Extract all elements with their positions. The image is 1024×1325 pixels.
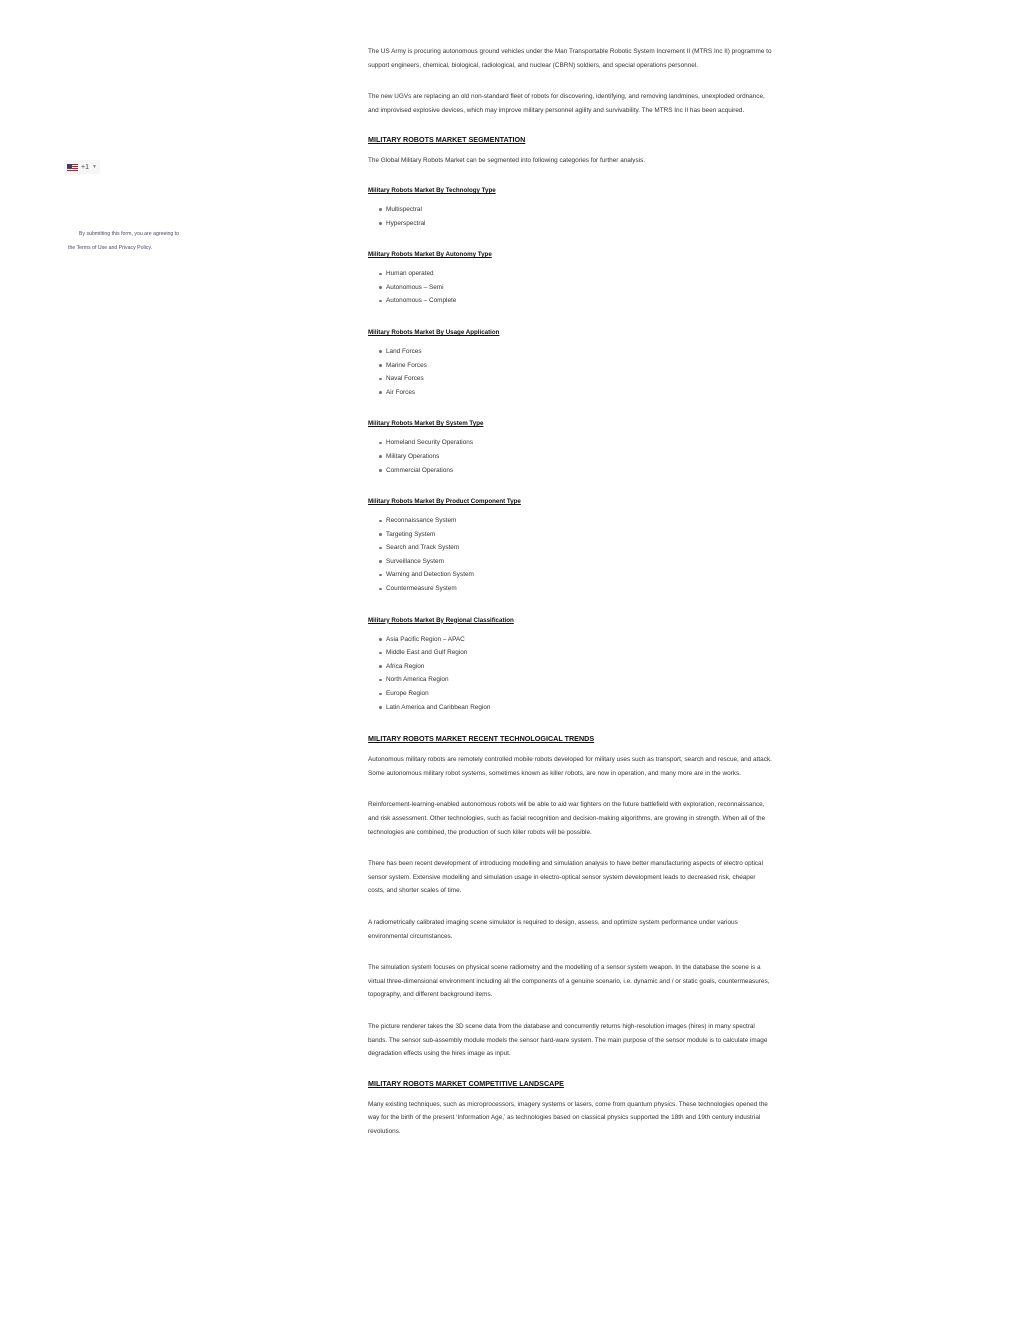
list-item-label: Search and Track System xyxy=(386,544,460,552)
list-item xyxy=(379,294,773,308)
list-item xyxy=(379,436,773,450)
list-item-label: Countermeasure System xyxy=(386,585,457,593)
segment-group xyxy=(368,419,773,477)
list-item xyxy=(379,568,773,582)
list-item-label: Targeting System xyxy=(386,530,436,538)
segment-title: Military Robots Market By Usage Application xyxy=(368,328,500,336)
list-item-label: Latin America and Caribbean Region xyxy=(386,703,491,711)
segmentation-intro: The Global Military Robots Market can be segmented into following categories for further analysis. xyxy=(368,157,646,165)
trends-paragraph: Autonomous military robots are remotely controlled mobile robots developed for military uses such as transport, search and rescue, and attack. Some autonomous military robot systems, sometimes known as killer robots, are now in operation, and many more are in the works. xyxy=(368,756,772,777)
list-item xyxy=(379,687,773,701)
phone-country-code: +1 xyxy=(81,163,89,171)
segment-list xyxy=(368,267,773,308)
terms-of-use-link[interactable]: Terms of Use xyxy=(76,244,108,251)
segment-group xyxy=(368,328,773,399)
list-item xyxy=(379,582,773,596)
bullet-icon xyxy=(379,300,382,303)
consent-prefix: the xyxy=(68,244,77,251)
segment-list xyxy=(368,436,773,477)
segment-group xyxy=(368,250,773,308)
list-item-label: Naval Forces xyxy=(386,375,424,383)
trends-paragraph: There has been recent development of introducing modelling and simulation analysis to have better manufacturing aspects of electro optical sensor system. Extensive modelling and simulation usage in electro-optical sensor system development leads to decreased risk, cheaper costs, and shorter scales of time. xyxy=(368,860,764,895)
article-content xyxy=(368,45,773,1157)
chevron-down-icon: ▼ xyxy=(91,164,97,170)
list-item xyxy=(379,281,773,295)
bullet-icon xyxy=(379,520,382,523)
list-item xyxy=(379,528,773,542)
intro-paragraph: The US Army is procuring autonomous ground vehicles under the Man Transportable Robotic System Increment II (MTRS Inc II) programme to support engineers, chemical, biological, radiological, and nuclear (CBRN) soldiers, and special operations personnel. xyxy=(368,48,772,69)
privacy-policy-link[interactable]: Privacy Policy xyxy=(118,244,151,251)
intro-paragraph: The new UGVs are replacing an old non-standard fleet of robots for discovering, identifying, and removing landmines, unexploded ordnance, and improvised explosive devices, which may improve military personnel agility and survivability. The MTRS Inc II has been acquired. xyxy=(368,93,765,114)
competitive-paragraph: Many existing techniques, such as microprocessors, imagery systems or lasers, come from quantum physics. These technologies opened the way for the birth of the present ‘Information Age,’ as technologies based on classical physics supported the 18th and 19th century industrial revolutions. xyxy=(368,1100,768,1135)
segment-group xyxy=(368,616,773,715)
consent-line-2 xyxy=(68,242,208,256)
bullet-icon xyxy=(379,533,382,536)
segment-title: Military Robots Market By Product Component Type xyxy=(368,498,521,506)
list-item-label: Multispectral xyxy=(386,205,422,213)
consent-and: and xyxy=(107,244,119,251)
us-flag-icon xyxy=(67,164,78,171)
sidebar xyxy=(0,0,250,1325)
bullet-icon xyxy=(379,469,382,472)
trends-paragraph: The picture renderer takes the 3D scene data from the database and concurrently returns high-resolution images (hires) in many spectral bands. The sensor sub-assembly module models the sensor hard-ware system. The main purpose of the sensor module is to calculate image degradation effects using the hires image as input. xyxy=(368,1022,768,1058)
list-item-label: Surveillance System xyxy=(386,557,444,565)
bullet-icon xyxy=(379,588,382,591)
list-item-label: Homeland Security Operations xyxy=(386,439,474,447)
list-item-label: Hyperspectral xyxy=(386,219,426,227)
segment-list xyxy=(368,514,773,596)
consent-line-1: By submitting this form, you are agreeing to xyxy=(79,231,180,237)
segment-title: Military Robots Market By Regional Classification xyxy=(368,616,514,624)
list-item xyxy=(379,267,773,281)
list-item xyxy=(379,345,773,359)
list-item-label: Asia Pacific Region – APAC xyxy=(386,635,465,643)
list-item-label: Marine Forces xyxy=(386,361,427,369)
bullet-icon xyxy=(379,442,382,445)
list-item xyxy=(379,359,773,373)
segmentation-heading: MILITARY ROBOTS MARKET SEGMENTATION xyxy=(368,135,526,145)
bullet-icon xyxy=(379,547,382,550)
list-item xyxy=(379,372,773,386)
list-item xyxy=(379,203,773,217)
list-item xyxy=(379,541,773,555)
list-item xyxy=(379,633,773,647)
bullet-icon xyxy=(379,364,382,367)
form-consent-text xyxy=(68,228,208,255)
list-item xyxy=(379,646,773,660)
phone-country-selector[interactable] xyxy=(64,160,100,174)
list-item-label: Europe Region xyxy=(386,690,429,698)
trends-paragraph: Reinforcement-learning-enabled autonomous robots will be able to aid war fighters on the future battlefield with exploration, reconnaissance, and risk assessment. Other technologies, such as facial recognition and decision-making algorithms, are growing in strength. When all of the technologies are combined, the production of such killer robots will be possible. xyxy=(368,801,766,836)
list-item xyxy=(379,514,773,528)
bullet-icon xyxy=(379,455,382,458)
list-item-label: Autonomous – Complete xyxy=(386,297,457,305)
list-item-label: Autonomous – Semi xyxy=(386,283,444,291)
list-item-label: Human operated xyxy=(386,270,434,278)
list-item xyxy=(379,386,773,400)
bullet-icon xyxy=(379,652,382,655)
list-item-label: Commercial Operations xyxy=(386,466,454,474)
list-item xyxy=(379,660,773,674)
list-item-label: Reconnaissance System xyxy=(386,517,457,525)
list-item-label: Air Forces xyxy=(386,388,416,396)
bullet-icon xyxy=(379,378,382,381)
competitive-heading: MILITARY ROBOTS MARKET COMPETITIVE LANDSCAPE xyxy=(368,1078,564,1088)
list-item-label: North America Region xyxy=(386,676,449,684)
list-item xyxy=(379,673,773,687)
list-item xyxy=(379,464,773,478)
segment-list xyxy=(368,345,773,399)
list-item-label: Warning and Detection System xyxy=(386,571,474,579)
list-item-label: Land Forces xyxy=(386,347,422,355)
segment-group xyxy=(368,497,773,596)
bullet-icon xyxy=(379,391,382,394)
bullet-icon xyxy=(379,222,382,225)
bullet-icon xyxy=(379,350,382,353)
bullet-icon xyxy=(379,286,382,289)
segment-title: Military Robots Market By Autonomy Type xyxy=(368,251,492,259)
bullet-icon xyxy=(379,574,382,577)
trends-heading: MILITARY ROBOTS MARKET RECENT TECHNOLOGICAL TRENDS xyxy=(368,734,595,744)
trends-paragraph: A radiometrically calibrated imaging scene simulator is required to design, assess, and optimize system performance under various environmental circumstances. xyxy=(368,918,738,940)
list-item xyxy=(379,701,773,715)
segment-list xyxy=(368,633,773,715)
list-item xyxy=(379,450,773,464)
segment-title: Military Robots Market By System Type xyxy=(368,420,484,428)
bullet-icon xyxy=(379,638,382,641)
list-item-label: Africa Region xyxy=(386,662,425,670)
segment-list xyxy=(368,203,773,230)
bullet-icon xyxy=(379,208,382,211)
bullet-icon xyxy=(379,706,382,709)
segment-title: Military Robots Market By Technology Type xyxy=(368,186,496,194)
list-item-label: Middle East and Gulf Region xyxy=(386,649,468,657)
consent-end: . xyxy=(150,244,153,251)
trends-paragraph: The simulation system focuses on physical scene radiometry and the modelling of a sensor system weapon. In the database the scene is a virtual three-dimensional environment including all the components of a genuine scenario, i.e. dynamic and / or static goals, countermeasures, topography, and different background items. xyxy=(368,964,770,999)
list-item xyxy=(379,217,773,231)
list-item-label: Military Operations xyxy=(386,452,440,460)
segment-group xyxy=(368,186,773,230)
bullet-icon xyxy=(379,665,382,668)
bullet-icon xyxy=(379,679,382,682)
bullet-icon xyxy=(379,560,382,563)
bullet-icon xyxy=(379,693,382,696)
list-item xyxy=(379,555,773,569)
bullet-icon xyxy=(379,273,382,276)
